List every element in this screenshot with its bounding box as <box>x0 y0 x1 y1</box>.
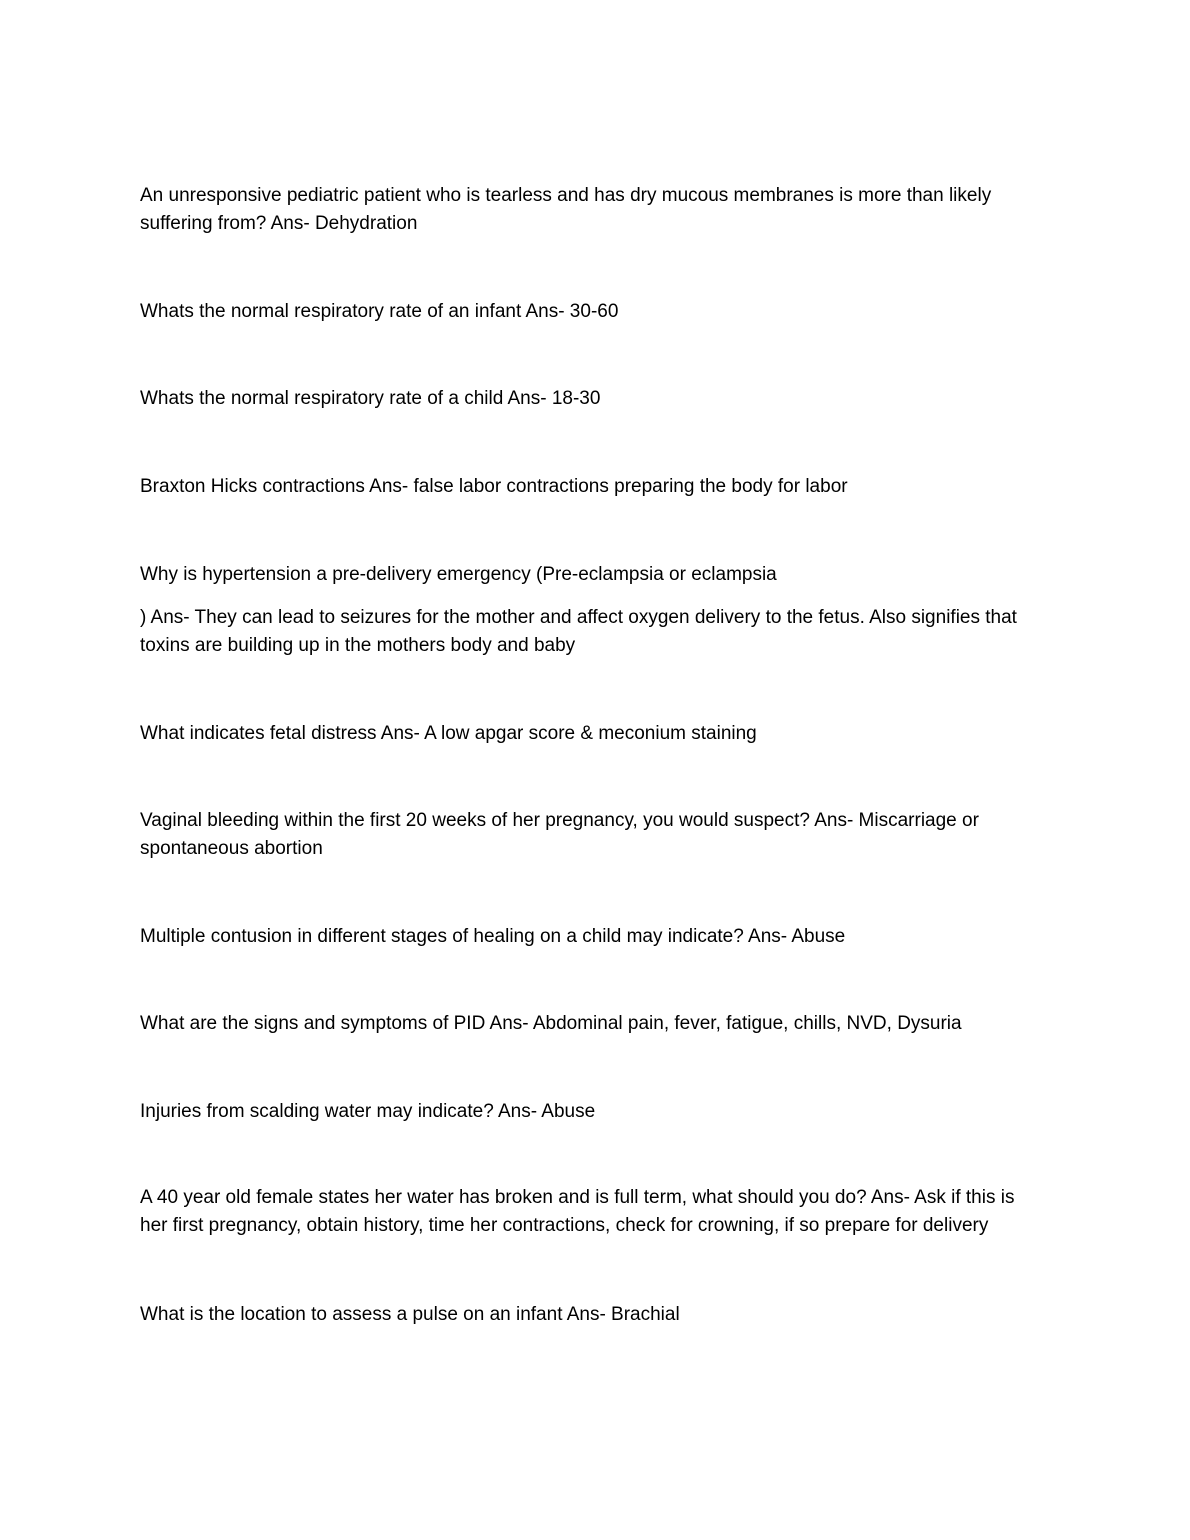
qa-infant-pulse: What is the location to assess a pulse on an infant Ans- Brachial <box>140 1304 680 1325</box>
qa-multiple-contusion: Multiple contusion in different stages of healing on a child may indicate? Ans- Abuse <box>140 926 846 947</box>
qa-braxton-hicks: Braxton Hicks contractions Ans- false labor contractions preparing the body for labor <box>140 476 848 497</box>
qa-scalding-water: Injuries from scalding water may indicate? Ans- Abuse <box>140 1101 596 1122</box>
qa-vaginal-bleeding: Vaginal bleeding within the first 20 weeks of her pregnancy, you would suspect? Ans- Miscarriage or spontaneous abortion <box>140 810 979 859</box>
qa-hypertension-question: Why is hypertension a pre-delivery emergency (Pre-eclampsia or eclampsia <box>140 564 777 585</box>
qa-pid-symptoms: What are the signs and symptoms of PID Ans- Abdominal pain, fever, fatigue, chills, NVD, Dysuria <box>140 1013 962 1034</box>
qa-child-respiratory-rate: Whats the normal respiratory rate of a child Ans- 18-30 <box>140 388 601 409</box>
qa-dehydration: An unresponsive pediatric patient who is tearless and has dry mucous membranes is more than likely suffering from? Ans- Dehydration <box>140 185 992 234</box>
qa-infant-respiratory-rate: Whats the normal respiratory rate of an infant Ans- 30-60 <box>140 301 619 322</box>
qa-water-broken: A 40 year old female states her water has broken and is full term, what should you do? Ans- Ask if this is her first pregnancy, obtain history, time her contractions, check for crowning, if so prepare for delivery <box>140 1187 1015 1236</box>
qa-fetal-distress: What indicates fetal distress Ans- A low apgar score & meconium staining <box>140 723 757 744</box>
qa-hypertension-answer: ) Ans- They can lead to seizures for the mother and affect oxygen delivery to the fetus. Also signifies that toxins are building up in the mothers body and baby <box>140 607 1017 656</box>
